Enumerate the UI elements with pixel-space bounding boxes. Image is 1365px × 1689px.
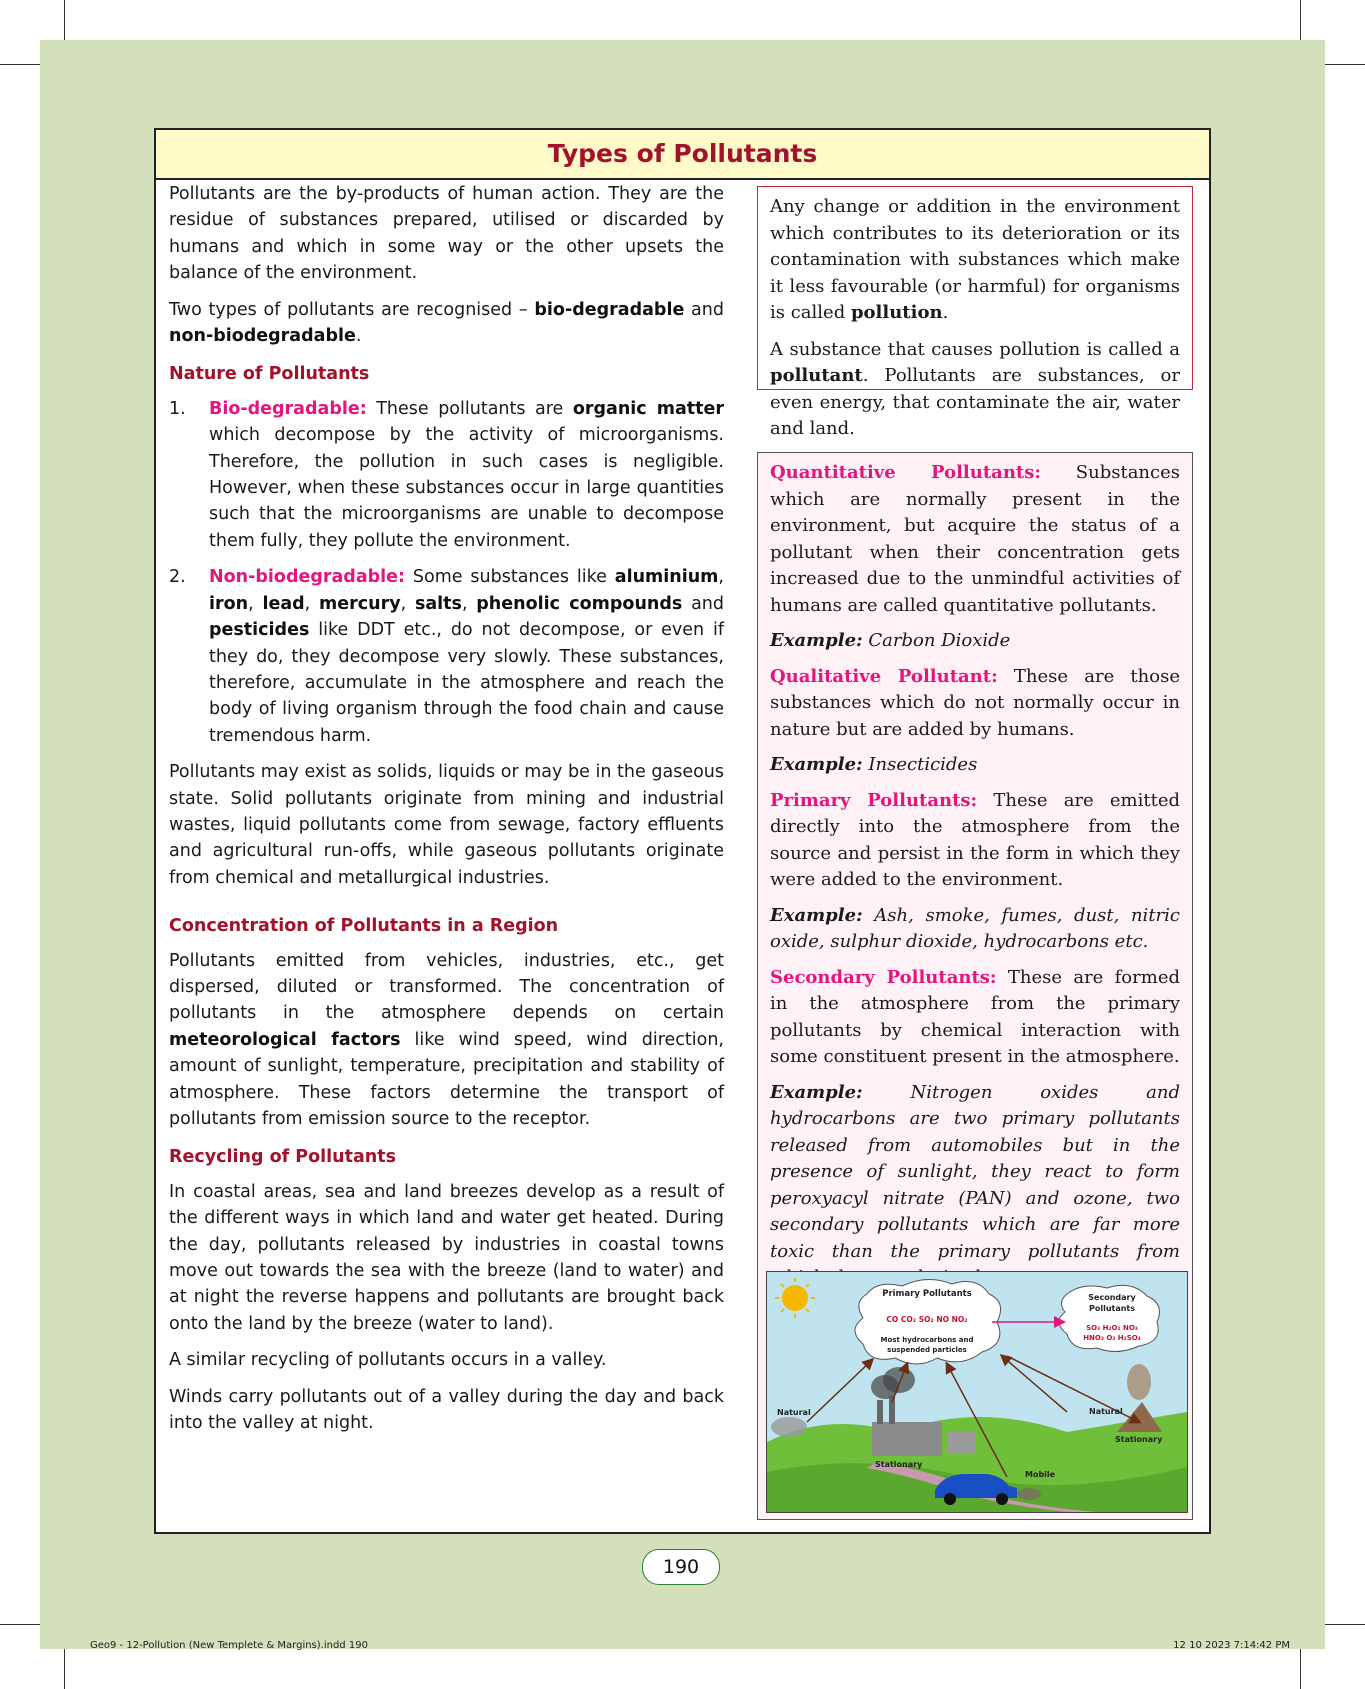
primary-sub: Most hydrocarbons and (880, 1336, 974, 1344)
page-number: 190 (642, 1549, 720, 1585)
nature-heading: Nature of Pollutants (169, 364, 370, 385)
list-item: 1. Bio-degradable: These pollutants are organic matter which decompose by the activity of microorganisms. Therefore, the pollution in such cases is negligible. However, when these substances occur in large quantities such that the microorganisms are unable to decompose them fully, they pollute the environment. (169, 398, 724, 551)
pollutant-diagram (766, 1271, 1188, 1513)
recycling-heading: Recycling of Pollutants (169, 1147, 397, 1168)
primary-title: Primary Pollutants (882, 1289, 972, 1299)
definition-pollution: Any change or addition in the environment which contributes to its deterioration or its contamination with substances which make it less favourable (or harmful) for organisms is called pollution. (770, 196, 1180, 323)
label-mobile: Mobile (1025, 1470, 1056, 1479)
qualitative-example: Example: Insecticides (770, 754, 978, 775)
concentration-paragraph: Pollutants emitted from vehicles, industries, etc., get dispersed, diluted or transformed. The concentration of pollutants in the atmosphere depends on certain meteorological factors like wind speed, wind direction, amount of sunlight, temperature, precipitation and stability of atmosphere. These factors determine the transport of pollutants from emission source to the receptor. (169, 950, 724, 1129)
crop-mark (1325, 1624, 1365, 1625)
label-natural: Natural (1089, 1407, 1123, 1416)
intro-paragraph: Pollutants are the by-products of human action. They are the residue of substances prepared, utilised or discarded by humans and which in some way or the other upsets the balance of the environment. (169, 184, 724, 284)
primary-example: Example: Ash, smoke, fumes, dust, nitric oxide, sulphur dioxide, hydrocarbons etc. (770, 904, 1180, 952)
qualitative-definition: Qualitative Pollutant: These are those substances which do not normally occur in nature but are added by humans. (770, 665, 1180, 740)
quantitative-example: Example: Carbon Dioxide (770, 630, 1011, 651)
recycling-paragraph: In coastal areas, sea and land breezes develop as a result of the different ways in which land and water get heated. During the day, pollutants released by industries in coastal towns move out towards the sea with the breeze (land to water) and at night the reverse happens and pollutants are brought back onto the land by the breeze (water to land). (169, 1181, 724, 1334)
slug-filename: Geo9 - 12-Pollution (New Templete & Margins).indd 190 (90, 1640, 368, 1651)
crop-mark (64, 0, 65, 40)
page-title: Types of Pollutants (156, 130, 1209, 180)
recycling-paragraph: A similar recycling of pollutants occurs in a valley. (169, 1350, 607, 1371)
list-item: 2. Non-biodegradable: Some substances like aluminium, iron, lead, mercury, salts, phenolic compounds and pesticides like DDT etc., do not decompose, or even if they do, they decompose very slowly. These substances, therefore, accumulate in the atmosphere and reach the body of living organism through the food chain and cause tremendous harm. (169, 567, 724, 746)
natural-smoke (771, 1417, 807, 1437)
crop-mark (1325, 64, 1365, 65)
crop-mark (1300, 1649, 1301, 1689)
definition-box (757, 186, 1193, 439)
crop-mark (64, 1649, 65, 1689)
crop-mark (1300, 0, 1301, 40)
concentration-heading: Concentration of Pollutants in a Region (169, 916, 559, 937)
crop-mark (0, 1624, 40, 1625)
secondary-title: Secondary (1088, 1293, 1136, 1302)
primary-list: CO CO₂ SO₂ NO NO₂ (886, 1315, 968, 1324)
pollutant-types-box (757, 452, 1193, 1520)
label-stationary: Stationary (875, 1460, 923, 1469)
states-paragraph: Pollutants may exist as solids, liquids or may be in the gaseous state. Solid pollutants originate from mining and industrial wastes, liquid pollutants come from sewage, factory effluents and agricultural run-offs, while gaseous pollutants originate from chemical and metallurgical industries. (169, 762, 724, 888)
secondary-list: HNO₃ O₃ H₂SO₄ (1083, 1334, 1141, 1342)
primary-sub: suspended particles (887, 1346, 967, 1354)
content-frame (154, 128, 1211, 1534)
label-natural: Natural (777, 1408, 811, 1417)
secondary-title: Pollutants (1088, 1304, 1136, 1313)
slug-timestamp: 12 10 2023 7:14:42 PM (1173, 1640, 1290, 1651)
crop-mark (0, 64, 40, 65)
label-stationary: Stationary (1115, 1435, 1163, 1444)
quantitative-definition: Quantitative Pollutants: Substances which are normally present in the environment, but acquire the status of a pollutant when their concentration gets increased due to the unmindful activities of humans are called quantitative pollutants. (770, 462, 1180, 616)
left-column (169, 181, 724, 1446)
diagram-illustration (767, 1272, 1187, 1512)
types-paragraph: Two types of pollutants are recognised – bio-degradable and non-biodegradable. (169, 299, 724, 347)
fire-smoke (1127, 1364, 1151, 1400)
secondary-example: Example: Nitrogen oxides and hydrocarbons are two primary pollutants released from automobiles but in the presence of sunlight, they react to form peroxyacyl nitrate (PAN) and ozone, two secondary pollutants which are far more toxic than the primary pollutants from (770, 1081, 1180, 1262)
definition-pollutant: A substance that causes pollution is called a pollutant. Pollutants are substances, or even energy, that contaminate the air, water and land. (770, 338, 1180, 439)
secondary-definition: Secondary Pollutants: These are formed in the atmosphere from the primary pollutants by chemical interaction with some constituent present in the atmosphere. (770, 966, 1180, 1067)
secondary-list: SO₃ H₂O₂ NO₃ (1086, 1324, 1138, 1332)
primary-definition: Primary Pollutants: These are emitted directly into the atmosphere from the source and persist in the form in which they were added to the environment. (770, 789, 1180, 890)
recycling-paragraph: Winds carry pollutants out of a valley during the day and back into the valley at night. (169, 1386, 724, 1434)
